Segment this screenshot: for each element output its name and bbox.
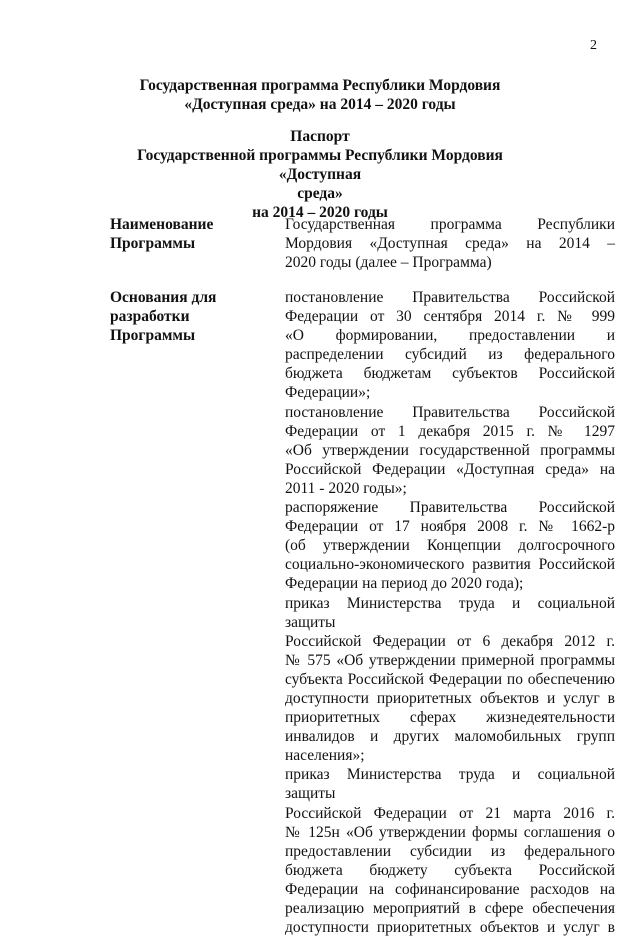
program-header-line: «Доступная среда» на 2014 – 2020 годы (184, 96, 456, 113)
row-paragraph (285, 594, 615, 766)
text-line: доступности приоритетных объектов и услуг в (285, 919, 615, 937)
row-paragraph (285, 765, 615, 937)
text-line: населения»; (285, 747, 365, 765)
text-line: приоритетных сферах жизнедеятельности (285, 709, 615, 727)
row-label-line: Программы (110, 327, 196, 344)
passport-title-line: среда» (297, 185, 343, 202)
text-line: Федерации на период до 2020 года); (285, 575, 524, 593)
text-line: предоставлении субсидии из федерального (285, 842, 615, 860)
text-line: распределении субсидий из федерального (285, 346, 615, 364)
row-paragraph (285, 288, 615, 403)
text-line: «Об утверждении государственной программы (285, 441, 615, 459)
text-line: Мордовия «Доступная среда» на 2014 – (285, 235, 615, 253)
text-line: бюджета бюджетам субъектов Российской (285, 365, 615, 383)
row-value (285, 288, 615, 937)
text-line: распоряжение Правительства Российской (285, 499, 615, 517)
row-paragraph (285, 403, 615, 498)
text-line: инвалидов и других маломобильных групп (285, 728, 615, 746)
passport-title-line: на 2014 – 2020 годы (252, 204, 388, 221)
text-line: Российской Федерации «Доступная среда» на (285, 460, 615, 478)
row-label-line: Основания для (110, 289, 217, 306)
passport-title-line: Государственной программы Республики Мордовия «Доступная (137, 147, 503, 183)
text-line: приказ Министерства труда и социальной защиты (285, 594, 615, 631)
row-label (110, 288, 270, 345)
row-paragraph (285, 215, 615, 272)
text-line: Российской Федерации от 21 марта 2016 г. (285, 804, 615, 822)
text-line: доступности приоритетных объектов и услуг в (285, 689, 615, 707)
text-line: Федерации на софинансирование расходов на (285, 880, 615, 898)
row-label-line: разработки (110, 308, 190, 325)
page-number: 2 (590, 38, 597, 53)
row-paragraph (285, 498, 615, 593)
row-value (285, 215, 615, 272)
text-line: бюджета бюджету субъекта Российской (285, 861, 615, 879)
text-line: реализацию мероприятий в сфере обеспечения (285, 900, 615, 917)
text-line: социально-экономического развития Российской (285, 556, 615, 574)
text-line: 2011 - 2020 годы»; (285, 479, 407, 497)
passport-title-line: Паспорт (290, 128, 350, 145)
text-line: (об утверждении Концепции долгосрочного (285, 537, 615, 555)
text-line: субъекта Российской Федерации по обеспечению (285, 670, 615, 688)
text-line: постановление Правительства Российской (285, 403, 615, 421)
program-header (110, 76, 530, 114)
text-line: Федерации от 1 декабря 2015 г. № 1297 (285, 422, 615, 440)
text-line: постановление Правительства Российской (285, 289, 615, 306)
passport-title (110, 127, 530, 222)
text-line: Федерации от 30 сентября 2014 г. № 999 (285, 308, 615, 326)
row-label (110, 215, 270, 253)
program-header-line: Государственная программа Республики Мордовия (139, 77, 501, 94)
text-line: 2020 годы (далее – Программа) (285, 254, 492, 272)
text-line: «О формировании, предоставлении и (285, 327, 615, 345)
text-line: приказ Министерства труда и социальной защиты (285, 766, 615, 803)
text-line: Федерации»; (285, 384, 371, 402)
text-line: № 575 «Об утверждении примерной программы (285, 651, 615, 669)
text-line: Федерации от 17 ноября 2008 г. № 1662-р (285, 518, 615, 536)
text-line: Государственная программа Республики (285, 216, 615, 233)
row-label-line: Программы (110, 235, 196, 252)
text-line: Российской Федерации от 6 декабря 2012 г. (285, 632, 615, 650)
row-label-line: Наименование (110, 216, 214, 233)
text-line: № 125н «Об утверждении формы соглашения о (285, 823, 615, 841)
